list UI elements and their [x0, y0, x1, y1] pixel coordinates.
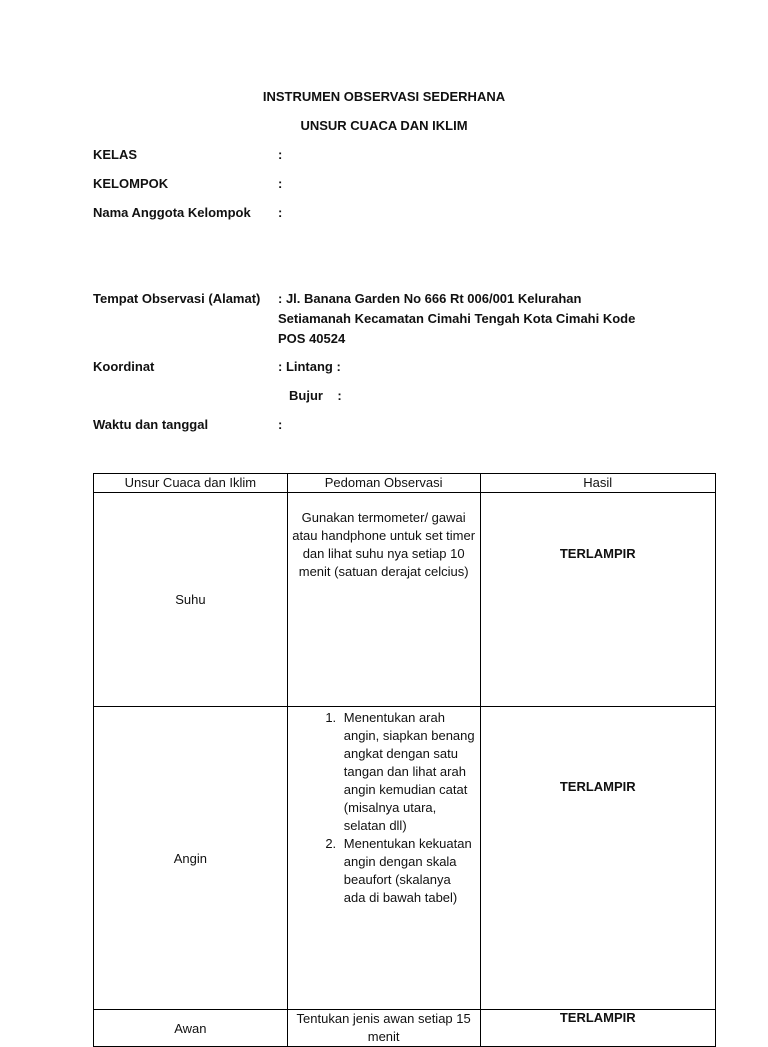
bujur-value: Bujur : — [289, 388, 342, 403]
field-label: Waktu dan tanggal — [93, 417, 209, 432]
step-item: 1. Menentukan arah angin, siapkan benang angkat dengan satu tangan dan lihat arah angin kemudian catat (misalnya utara, selatan dll) — [340, 709, 476, 835]
cell-unsur — [94, 493, 288, 707]
header-hasil: Hasil — [480, 474, 715, 493]
header-pedoman: Pedoman Observasi — [287, 474, 480, 493]
cell-hasil — [480, 493, 715, 707]
document-title: INSTRUMEN OBSERVASI SEDERHANA — [262, 89, 506, 104]
cell-pedoman — [287, 1010, 480, 1047]
lintang-value: : Lintang : — [278, 359, 341, 374]
cell-hasil — [480, 1010, 715, 1047]
cell-unsur — [94, 1010, 288, 1047]
table-header-row — [94, 474, 716, 493]
field-value: : — [278, 205, 283, 220]
table-row — [94, 1010, 716, 1047]
hasil-text: TERLAMPIR — [559, 779, 636, 794]
document-subtitle: UNSUR CUACA DAN IKLIM — [300, 118, 468, 133]
unsur-label: Awan — [174, 1020, 207, 1036]
hasil-text: TERLAMPIR — [559, 1010, 636, 1025]
observation-table — [93, 473, 716, 1047]
field-value: : — [278, 147, 283, 162]
header-unsur: Unsur Cuaca dan Iklim — [94, 474, 288, 493]
step-item: 2. Menentukan kekuatan angin dengan skala beaufort (skalanya ada di bawah tabel) — [340, 835, 476, 907]
field-label: KELAS — [93, 147, 138, 162]
cell-pedoman — [287, 707, 480, 1010]
field-label: Koordinat — [93, 359, 155, 374]
field-label: KELOMPOK — [93, 176, 169, 191]
field-value: : — [278, 417, 283, 432]
unsur-label: Angin — [173, 850, 208, 866]
pedoman-text: Gunakan termometer/ gawai atau handphone untuk set timer dan lihat suhu nya setiap 10 menit (satuan derajat celcius) — [292, 510, 476, 579]
pedoman-text: Tentukan jenis awan setiap 15 menit — [296, 1011, 471, 1044]
field-value: : — [278, 176, 283, 191]
table-row — [94, 707, 716, 1010]
table-row — [94, 493, 716, 707]
pedoman-steps — [292, 709, 476, 907]
cell-pedoman — [287, 493, 480, 707]
hasil-text: TERLAMPIR — [559, 546, 636, 561]
unsur-label: Suhu — [175, 592, 206, 607]
field-label: Tempat Observasi (Alamat) — [93, 291, 261, 306]
cell-hasil — [480, 707, 715, 1010]
address-value: : Jl. Banana Garden No 666 Rt 006/001 Kelurahan Setiamanah Kecamatan Cimahi Tengah Kota Cimahi Kode POS 40524 — [278, 291, 636, 346]
cell-unsur — [94, 707, 288, 1010]
field-label: Nama Anggota Kelompok — [93, 205, 251, 220]
